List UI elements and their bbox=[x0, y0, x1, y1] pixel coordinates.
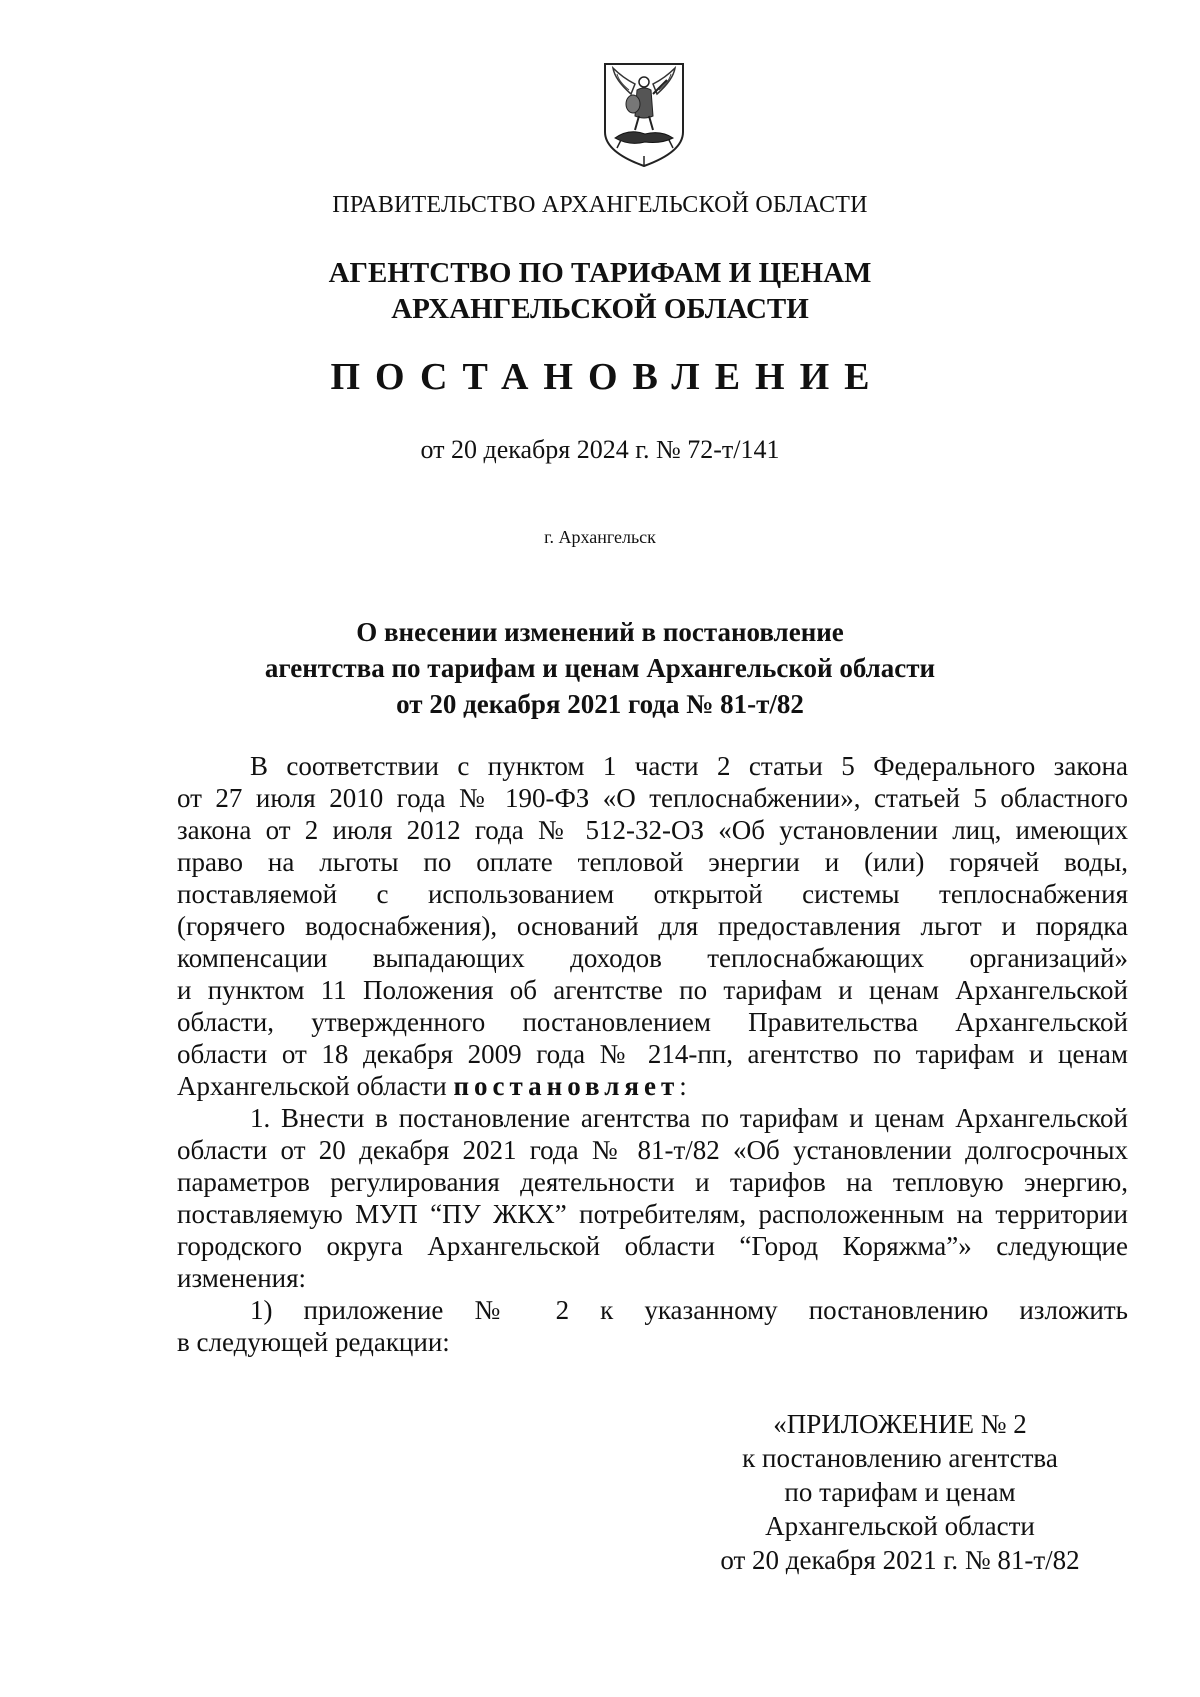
paragraph-subitem-1 bbox=[177, 1294, 1128, 1358]
appendix-line-3: по тарифам и ценам bbox=[784, 1477, 1016, 1507]
agency-title-line-2: АРХАНГЕЛЬСКОЙ ОБЛАСТИ bbox=[391, 293, 809, 325]
text-line: в следующей редакции: bbox=[177, 1327, 450, 1357]
paragraph-item-1 bbox=[177, 1102, 1128, 1294]
decree-word: постановляет bbox=[453, 1071, 680, 1101]
text-line: закона от 2 июля 2012 года № 512-32-ОЗ «Об установлении лиц, имеющих bbox=[177, 815, 1128, 845]
text-line: и пунктом 11 Положения об агентстве по тарифам и ценам Архангельской bbox=[177, 975, 1128, 1005]
document-type-title: ПОСТАНОВЛЕНИЕ bbox=[330, 356, 885, 398]
text-line: В соответствии с пунктом 1 части 2 статьи 5 Федерального закона bbox=[250, 751, 1128, 781]
text-line: от 27 июля 2010 года № 190-ФЗ «О теплоснабжении», статьей 5 областного bbox=[177, 783, 1128, 813]
text-fragment: : bbox=[679, 1071, 687, 1101]
text-line: городского округа Архангельской области “Город Коряжма”» следующие bbox=[177, 1231, 1128, 1261]
subject-line-3: от 20 декабря 2021 года № 81-т/82 bbox=[396, 689, 804, 719]
subject-line-2: агентства по тарифам и ценам Архангельской области bbox=[264, 653, 936, 683]
document-date-number: от 20 декабря 2024 г. № 72-т/141 bbox=[420, 435, 780, 464]
text-line: компенсации выпадающих доходов теплоснабжающих организаций» bbox=[177, 943, 1128, 973]
text-line: области, утвержденного постановлением Правительства Архангельской bbox=[177, 1007, 1128, 1037]
text-line: параметров регулирования деятельности и тарифов на тепловую энергию, bbox=[177, 1167, 1128, 1197]
text-line: поставляемой с использованием открытой системы теплоснабжения bbox=[177, 879, 1128, 909]
subject-line-1: О внесении изменений в постановление bbox=[356, 617, 844, 647]
appendix-line-1: «ПРИЛОЖЕНИЕ № 2 bbox=[773, 1409, 1027, 1439]
text-line: право на льготы по оплате тепловой энергии и (или) горячей воды, bbox=[177, 847, 1128, 877]
text-line: 1. Внести в постановление агентства по тарифам и ценам Архангельской bbox=[250, 1103, 1128, 1133]
agency-title-line-1: АГЕНТСТВО ПО ТАРИФАМ И ЦЕНАМ bbox=[328, 257, 872, 289]
text-line: изменения: bbox=[177, 1263, 307, 1293]
text-fragment: Архангельской области bbox=[177, 1071, 454, 1101]
appendix-line-2: к постановлению агентства bbox=[742, 1443, 1058, 1473]
government-title: ПРАВИТЕЛЬСТВО АРХАНГЕЛЬСКОЙ ОБЛАСТИ bbox=[332, 192, 868, 218]
paragraph-preamble bbox=[177, 750, 1128, 1102]
appendix-line-5: от 20 декабря 2021 г. № 81-т/82 bbox=[720, 1545, 1080, 1575]
text-line: области от 18 декабря 2009 года № 214-пп, агентство по тарифам и ценам bbox=[177, 1039, 1128, 1069]
text-line: (горячего водоснабжения), оснований для предоставления льгот и порядка bbox=[177, 911, 1128, 941]
text-line: 1) приложение № 2 к указанному постановлению изложить bbox=[250, 1295, 1128, 1325]
document-city: г. Архангельск bbox=[544, 527, 656, 547]
text-line: поставляемую МУП “ПУ ЖКХ” потребителям, расположенным на территории bbox=[177, 1199, 1128, 1229]
text-line bbox=[177, 1070, 1128, 1102]
text-line: области от 20 декабря 2021 года № 81-т/82 «Об установлении долгосрочных bbox=[177, 1135, 1128, 1165]
appendix-line-4: Архангельской области bbox=[765, 1511, 1035, 1541]
appendix-header bbox=[690, 1407, 1110, 1577]
coat-of-arms-icon bbox=[601, 60, 687, 170]
